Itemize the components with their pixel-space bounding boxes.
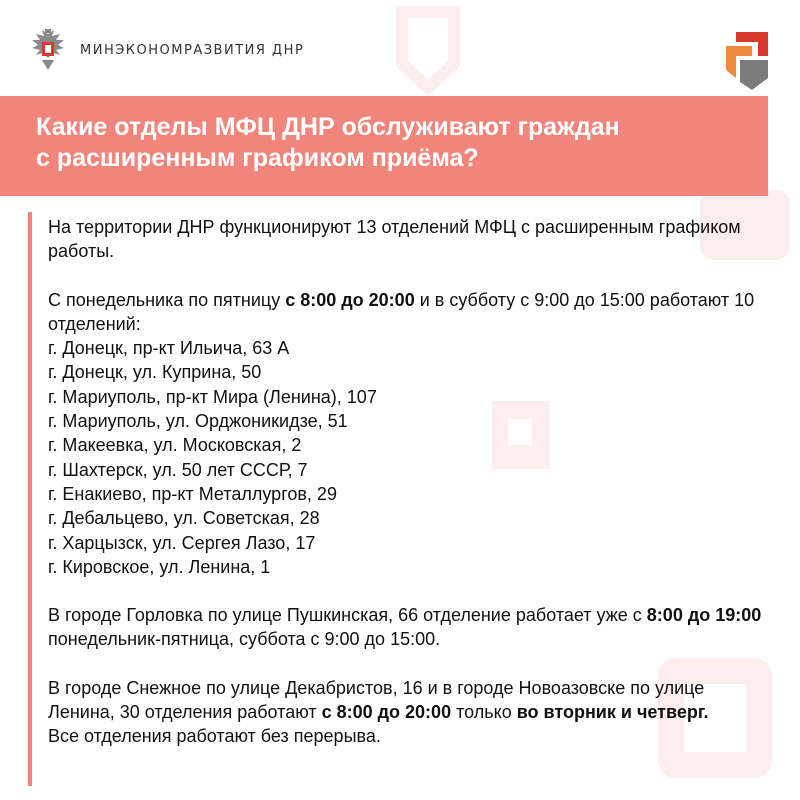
- address-item: г. Донецк, ул. Куприна, 50: [48, 362, 262, 383]
- intro-paragraph: На территории ДНР функционируют 13 отделений МФЦ с расширенным графиком работы.: [48, 217, 741, 262]
- gorlovka-hours: 8:00 до 19:00: [646, 605, 762, 626]
- address-item: г. Мариуполь, пр-кт Мира (Ленина), 107: [48, 386, 377, 407]
- mfc-logo-icon: [722, 28, 772, 92]
- header: [28, 28, 304, 72]
- page-title: [36, 112, 736, 174]
- schedule-text-a: С понедельника по пятницу: [48, 289, 286, 310]
- snezhnoe-days: во вторник и четверг.: [516, 702, 709, 723]
- page-title-line-1: Какие отделы МФЦ ДНР обслуживают граждан: [36, 113, 620, 141]
- gorlovka-text-c: понедельник-пятница, суббота с 9:00 до 15:00.: [48, 629, 441, 650]
- address-item: г. Шахтерск, ул. 50 лет СССР, 7: [48, 459, 308, 480]
- schedule-hours: с 8:00 до 20:00: [285, 289, 415, 310]
- snezhnoe-paragraph: [48, 676, 768, 725]
- schedule-paragraph: [48, 288, 768, 337]
- org-name: МИНЭКОНОМРАЗВИТИЯ ДНР: [80, 42, 305, 58]
- gorlovka-text-a: В городе Горловка по улице Пушкинская, 66 отделение работает уже с: [48, 605, 647, 626]
- coat-of-arms-icon: [28, 28, 68, 72]
- address-item: г. Дебальцево, ул. Советская, 28: [48, 508, 320, 529]
- address-item: г. Кировское, ул. Ленина, 1: [48, 556, 271, 577]
- no-break-note: Все отделения работают без перерыва.: [48, 726, 381, 747]
- accent-bar: [28, 212, 32, 786]
- address-item: г. Енакиево, пр-кт Металлургов, 29: [48, 483, 337, 504]
- gorlovka-paragraph: [48, 603, 768, 652]
- address-item: г. Макеевка, ул. Московская, 2: [48, 435, 302, 456]
- address-item: г. Донецк, пр-кт Ильича, 63 А: [48, 338, 290, 359]
- snezhnoe-hours: с 8:00 до 20:00: [321, 702, 452, 723]
- address-item: г. Харцызск, ул. Сергея Лазо, 17: [48, 532, 316, 553]
- decor-logo-top: [388, 4, 468, 94]
- snezhnoe-text-c: только: [451, 702, 517, 723]
- page-title-line-2: с расширенным графиком приёма?: [36, 144, 479, 172]
- address-list: [48, 336, 768, 579]
- snezhnoe-text-a: В городе Снежное по улице Декабристов, 16 и в городе Новоазовске по улице Ленина, 30 отделения работают: [48, 677, 705, 723]
- schedule-text-c: и в субботу с 9:00 до 15:00 работают 10 отделений:: [48, 289, 755, 334]
- article-body: [48, 215, 768, 749]
- address-item: г. Мариуполь, ул. Орджоникидзе, 51: [48, 411, 348, 432]
